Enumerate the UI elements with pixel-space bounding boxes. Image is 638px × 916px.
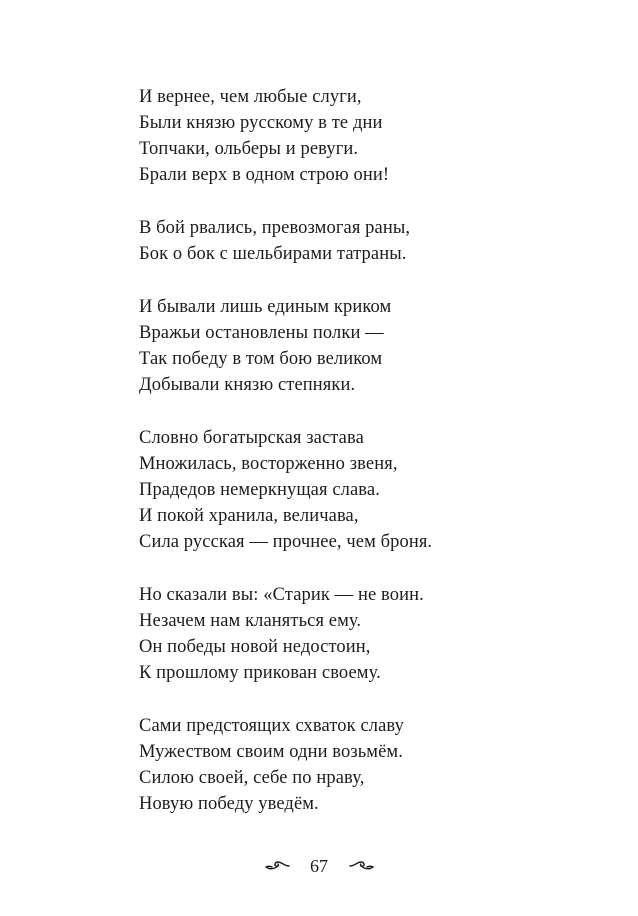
poem-line: К прошлому прикован своему. [139, 663, 381, 683]
poem-line: Он победы новой недостоин, [139, 637, 371, 657]
stanza-3 [139, 294, 599, 398]
poem-line: Топчаки, ольберы и ревуги. [139, 139, 359, 159]
poem-line: Силою своей, себе по нраву, [139, 768, 365, 788]
stanza-1 [139, 84, 599, 188]
poem-line: Словно богатырская застава [139, 428, 364, 448]
poem-line: Незачем нам кланяться ему. [139, 611, 362, 631]
poem [139, 84, 599, 844]
poem-line: И покой хранила, величава, [139, 506, 359, 526]
stanza-5 [139, 582, 599, 686]
stanza-2 [139, 215, 599, 267]
left-flourish-icon [264, 860, 290, 872]
poem-line: Добывали князю степняки. [139, 375, 356, 395]
poem-line: И бывали лишь единым криком [139, 297, 392, 317]
poem-line: Вражьи остановлены полки — [139, 323, 384, 343]
poem-line: Прадедов немеркнущая слава. [139, 480, 380, 500]
poem-line: В бой рвались, превозмогая раны, [139, 218, 411, 238]
stanza-6 [139, 713, 599, 817]
page-footer [0, 852, 638, 878]
poem-line: Брали верх в одном строю они! [139, 165, 390, 185]
poem-line: Бок о бок с шельбирами татраны. [139, 244, 407, 264]
page-number: 67 [310, 855, 328, 876]
poem-line: Сила русская — прочнее, чем броня. [139, 532, 433, 552]
poem-line: Мужеством своим одни возьмём. [139, 742, 403, 762]
poem-line: Были князю русскому в те дни [139, 113, 383, 133]
poem-line: Но сказали вы: «Старик — не воин. [139, 585, 424, 605]
right-flourish-icon [349, 860, 375, 872]
poem-line: Так победу в том бою великом [139, 349, 383, 369]
poem-line: Сами предстоящих схваток славу [139, 716, 404, 736]
poem-line: Множилась, восторженно звеня, [139, 454, 398, 474]
poem-line: И вернее, чем любые слуги, [139, 87, 362, 107]
stanza-4 [139, 425, 599, 555]
poem-line: Новую победу уведём. [139, 794, 319, 814]
